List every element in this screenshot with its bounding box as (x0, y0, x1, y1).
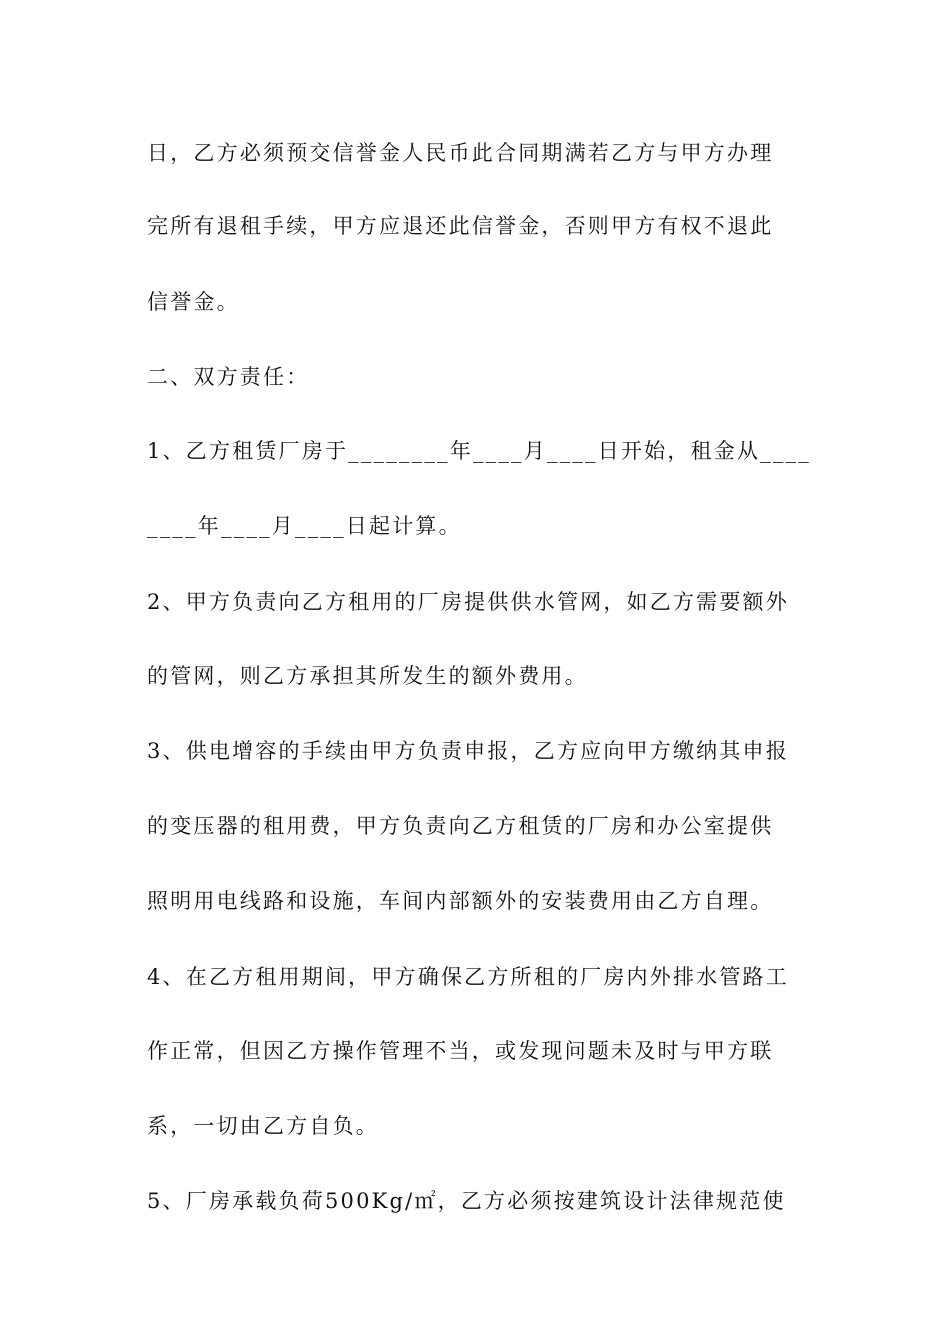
clause-2-line: 2、甲方负责向乙方租用的厂房提供供水管网，如乙方需要额外 (147, 590, 789, 614)
clause-1-line: 1、乙方租赁厂房于________年____月____日开始，租金从____ (147, 439, 811, 463)
clause-1-line: ____年____月____日起计算。 (147, 514, 462, 538)
section-heading: 二、双方责任： (147, 365, 310, 389)
clause-4-line: 系，一切由乙方自负。 (147, 1114, 379, 1138)
clause-3-line: 照明用电线路和设施，车间内部额外的安装费用由乙方自理。 (147, 889, 774, 913)
clause-3-line: 3、供电增容的手续由甲方负责申报，乙方应向甲方缴纳其申报 (147, 739, 789, 763)
clause-5-line: 5、厂房承载负荷500Kg/㎡，乙方必须按建筑设计法律规范使 (147, 1189, 786, 1213)
text-line: 日，乙方必须预交信誉金人民币此合同期满若乙方与甲方办理 (147, 141, 774, 165)
text-line: 信誉金。 (147, 290, 240, 314)
clause-4-line: 4、在乙方租用期间，甲方确保乙方所租的厂房内外排水管路工 (147, 965, 789, 989)
clause-3-line: 的变压器的租用费，甲方负责向乙方租赁的厂房和办公室提供 (147, 814, 774, 838)
text-line: 完所有退租手续，甲方应退还此信誉金，否则甲方有权不退此 (147, 214, 774, 238)
clause-2-line: 的管网，则乙方承担其所发生的额外费用。 (147, 664, 588, 688)
clause-4-line: 作正常，但因乙方操作管理不当，或发现问题未及时与甲方联 (147, 1039, 774, 1063)
